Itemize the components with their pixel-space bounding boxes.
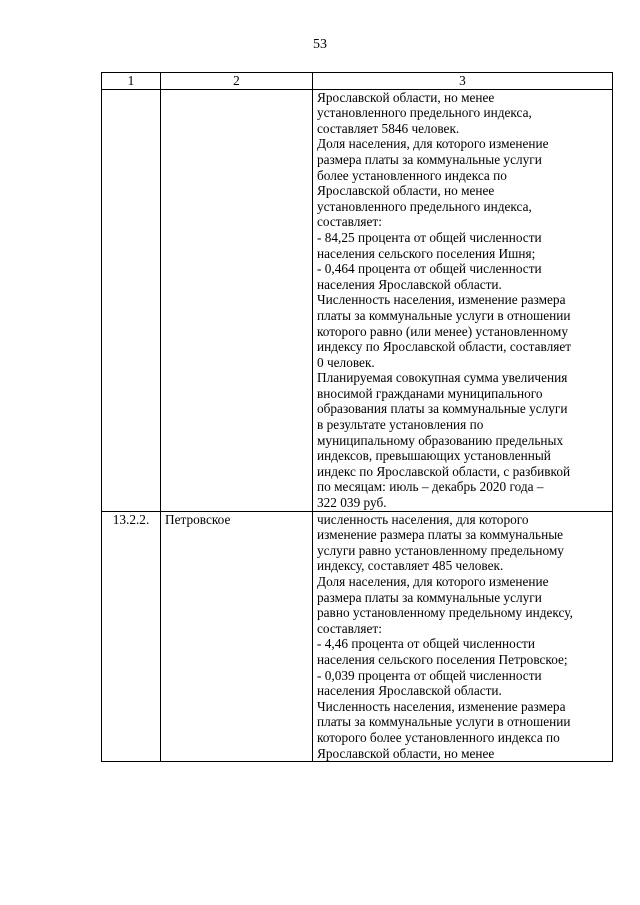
- text-line: изменение размера платы за коммунальные: [317, 527, 564, 543]
- text-line: 322 039 руб.: [317, 495, 387, 511]
- text-line: составляет:: [317, 214, 382, 230]
- text-line: муниципальному образованию предельных: [317, 432, 564, 448]
- text-line: населения Ярославской области.: [317, 276, 502, 292]
- text-line: - 0,039 процента от общей численности: [317, 667, 542, 683]
- row-number-cell: 13.2.2.: [102, 511, 161, 762]
- text-line: Численность населения, изменение размера: [317, 698, 566, 714]
- column-header-3: 3: [313, 73, 613, 90]
- column-header-1: 1: [102, 73, 161, 90]
- text-line: образования платы за коммунальные услуги: [317, 401, 568, 417]
- text-line: установленного предельного индекса,: [317, 198, 532, 214]
- text-line: индексу, составляет 485 человек.: [317, 558, 504, 574]
- text-line: составляет 5846 человек.: [317, 120, 460, 136]
- text-line: Численность населения, изменение размера: [317, 292, 566, 308]
- text-line: которого более установленного индекса по: [317, 729, 560, 745]
- text-line: - 4,46 процента от общей численности: [317, 636, 535, 652]
- table-header: [102, 73, 613, 90]
- description-cell: [313, 89, 613, 511]
- text-line: равно установленному предельному индексу,: [317, 605, 573, 621]
- text-line: платы за коммунальные услуги в отношении: [317, 307, 571, 323]
- content-table: [101, 72, 613, 762]
- column-header-2: 2: [161, 73, 313, 90]
- table-row: [102, 511, 613, 762]
- text-line: установленного предельного индекса,: [317, 105, 532, 121]
- text-line: населения Ярославской области.: [317, 683, 502, 699]
- text-line: которого равно (или менее) установленному: [317, 323, 568, 339]
- text-line: индексу по Ярославской области, составляет: [317, 339, 572, 355]
- text-line: населения сельского поселения Ишня;: [317, 245, 536, 261]
- text-line: услуги равно установленному предельному: [317, 542, 564, 558]
- text-line: вносимой гражданами муниципального: [317, 385, 543, 401]
- text-line: индексов, превышающих установленный: [317, 448, 551, 464]
- text-line: платы за коммунальные услуги в отношении: [317, 714, 571, 730]
- text-line: Доля населения, для которого изменение: [317, 136, 549, 152]
- settlement-name-cell: [161, 89, 313, 511]
- text-line: более установленного индекса по: [317, 167, 507, 183]
- settlement-name-cell: Петровское: [161, 511, 313, 762]
- text-line: Ярославской области, но менее: [317, 89, 495, 105]
- header-row: [102, 73, 613, 90]
- text-line: - 84,25 процента от общей численности: [317, 229, 542, 245]
- text-line: индекс по Ярославской области, с разбивкой: [317, 463, 571, 479]
- row-number-cell: [102, 89, 161, 511]
- description-cell: [313, 511, 613, 762]
- text-line: Ярославской области, но менее: [317, 745, 495, 761]
- text-line: составляет:: [317, 620, 382, 636]
- text-line: Ярославской области, но менее: [317, 183, 495, 199]
- text-line: Доля населения, для которого изменение: [317, 574, 549, 589]
- text-line: размера платы за коммунальные услуги: [317, 151, 542, 167]
- table-row: [102, 89, 613, 511]
- text-line: населения сельского поселения Петровское;: [317, 651, 568, 667]
- text-line: размера платы за коммунальные услуги: [317, 589, 542, 605]
- text-line: 0 человек.: [317, 354, 375, 370]
- text-line: по месяцам: июль – декабрь 2020 года –: [317, 479, 544, 495]
- page-number: 53: [313, 37, 327, 52]
- text-line: Планируемая совокупная сумма увеличения: [317, 370, 568, 386]
- text-line: численность населения, для которого: [317, 511, 529, 527]
- text-line: в результате установления по: [317, 417, 484, 433]
- text-line: - 0,464 процента от общей численности: [317, 261, 542, 277]
